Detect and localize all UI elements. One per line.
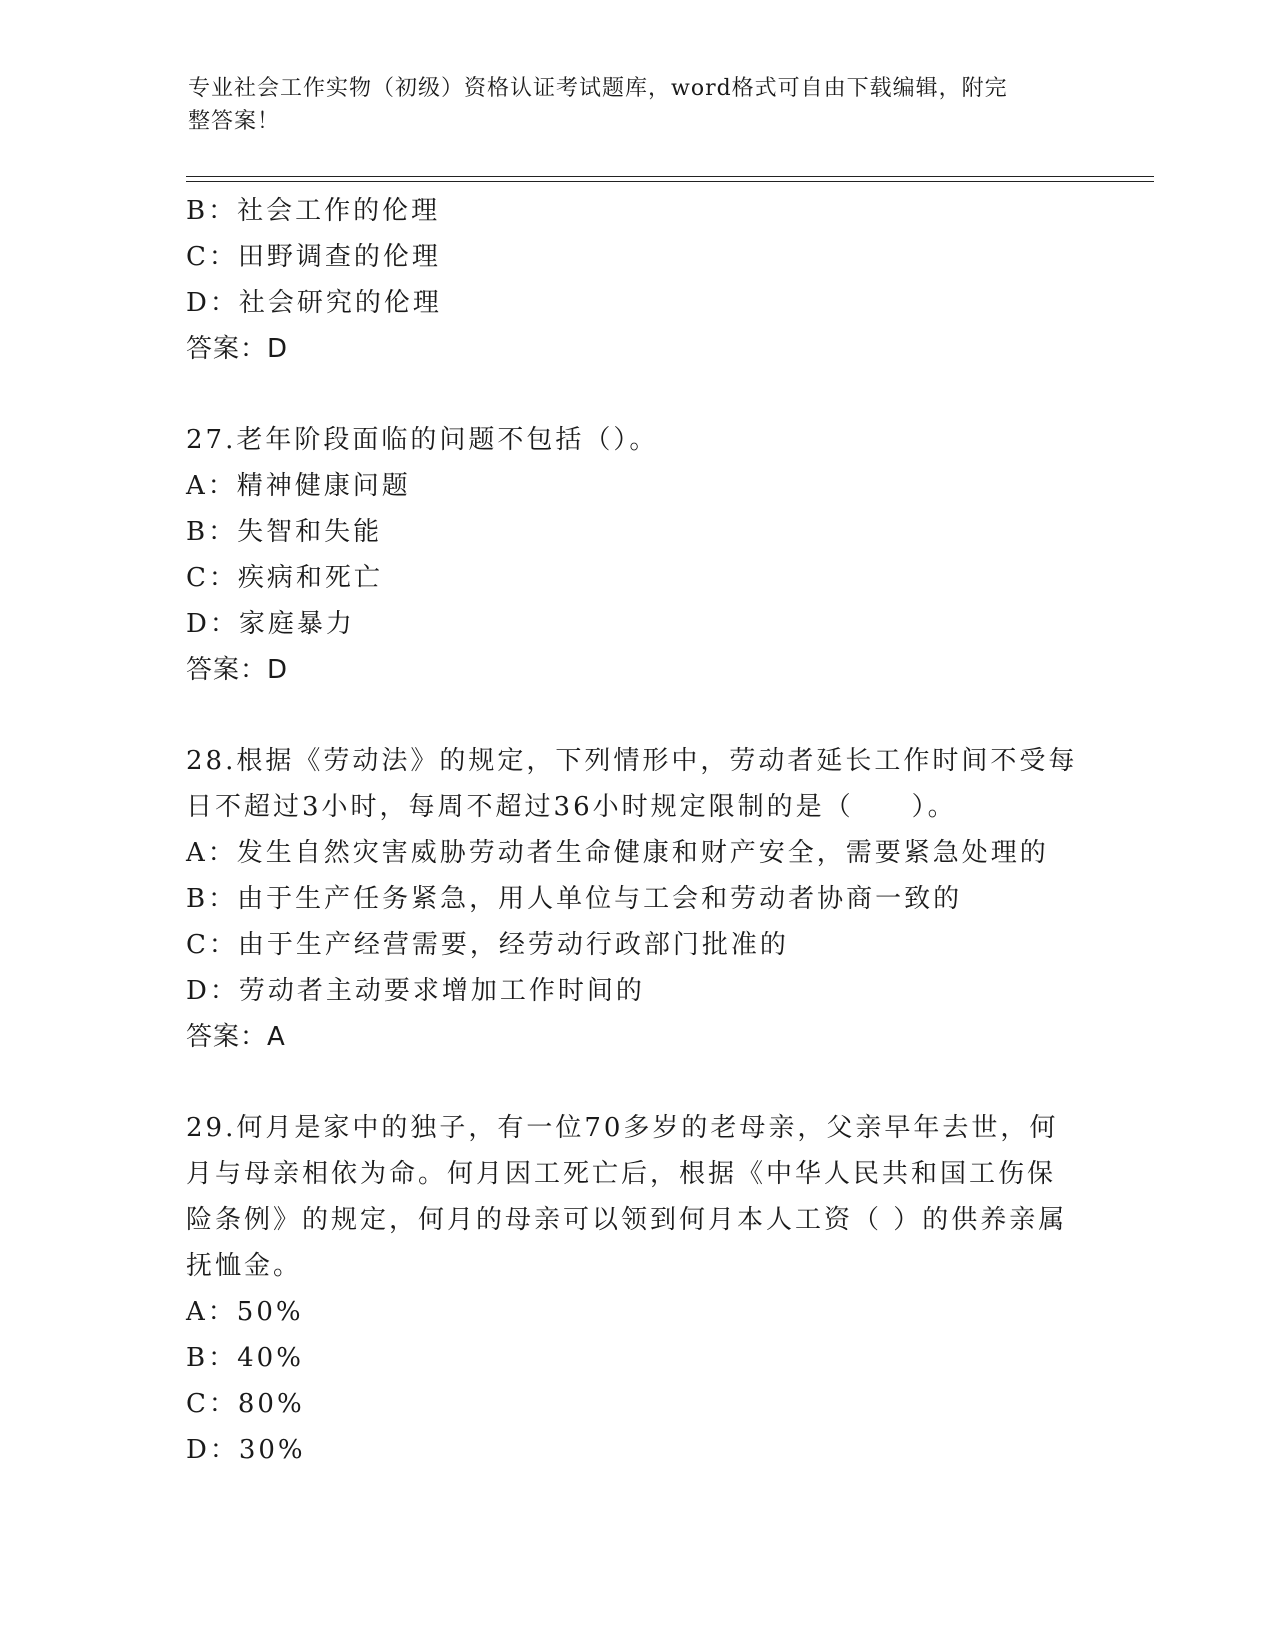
answer-line: 答案：D [186, 334, 289, 364]
option-d: D：30% [186, 1435, 306, 1465]
question-stem-line-3: 险条例》的规定，何月的母亲可以领到何月本人工资（ ）的供养亲属 [186, 1205, 1068, 1235]
option-b: B：40% [186, 1343, 304, 1373]
option-b: B：由于生产任务紧急，用人单位与工会和劳动者协商一致的 [186, 884, 963, 914]
option-d: D：社会研究的伦理 [186, 288, 442, 318]
question-stem-line-1: 29.何月是家中的独子，有一位70多岁的老母亲，父亲早年去世，何 [186, 1113, 1059, 1143]
option-c: C：田野调查的伦理 [186, 242, 441, 272]
spacer [186, 372, 1086, 417]
header-divider-top [186, 176, 1154, 177]
answer-line: 答案：A [186, 1022, 286, 1052]
option-a: A：发生自然灾害威胁劳动者生命健康和财产安全，需要紧急处理的 [186, 838, 1049, 868]
option-a: A：50% [186, 1297, 304, 1327]
option-c: C：80% [186, 1389, 305, 1419]
question-28 [186, 738, 1086, 1060]
question-stem-line-4: 抚恤金。 [186, 1251, 303, 1281]
option-c: C：由于生产经营需要，经劳动行政部门批准的 [186, 930, 789, 960]
question-stem: 27.老年阶段面临的问题不包括（）。 [186, 425, 659, 455]
question-27 [186, 417, 1086, 693]
document-header [188, 72, 1068, 138]
question-29 [186, 1105, 1086, 1473]
question-stem-line-1: 28.根据《劳动法》的规定，下列情形中，劳动者延长工作时间不受每 [186, 746, 1078, 776]
spacer [186, 1060, 1086, 1105]
question-stem-line-2: 日不超过3小时，每周不超过36小时规定限制的是（ ）。 [186, 792, 957, 822]
header-divider-bottom [186, 181, 1154, 182]
question-stem-line-2: 月与母亲相依为命。何月因工死亡后，根据《中华人民共和国工伤保 [186, 1159, 1057, 1189]
header-line-1: 专业社会工作实物（初级）资格认证考试题库，word格式可自由下载编辑，附完 [188, 76, 1008, 101]
option-b: B：社会工作的伦理 [186, 196, 441, 226]
option-b: B：失智和失能 [186, 517, 383, 547]
option-a: A：精神健康问题 [186, 471, 411, 501]
option-d: D：劳动者主动要求增加工作时间的 [186, 976, 645, 1006]
question-26-continued [186, 188, 1086, 372]
header-line-2: 整答案！ [188, 109, 281, 134]
spacer [186, 693, 1086, 738]
question-list [186, 188, 1086, 1473]
answer-line: 答案：D [186, 655, 289, 685]
option-c: C：疾病和死亡 [186, 563, 383, 593]
option-d: D：家庭暴力 [186, 609, 355, 639]
